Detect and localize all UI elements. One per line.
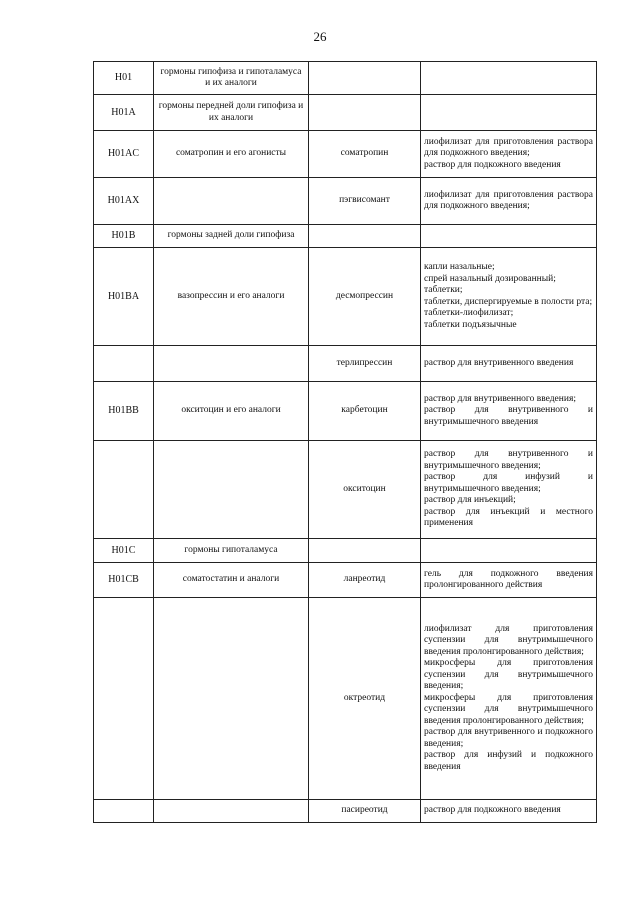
dosage-form-item: раствор для подкожного введения [424, 805, 561, 816]
dosage-forms-cell [421, 800, 597, 823]
dosage-form-item: капли назальные; [424, 262, 495, 272]
dosage-form-item: лиофилизат для приготовления раствора для подкожного введения; [424, 189, 593, 211]
table-row [94, 563, 597, 598]
dosage-forms-cell [421, 346, 597, 382]
dosage-forms-cell [421, 95, 597, 131]
dosage-form-item: микросферы для приготовления суспензии для внутримышечного введения; [424, 658, 593, 692]
table-row [94, 382, 597, 441]
code-cell [94, 441, 154, 539]
inn-cell [309, 95, 421, 131]
dosage-form-item: лиофилизат для приготовления суспензии для внутримышечного введения пролонгированного действия; [424, 623, 593, 657]
table-row [94, 800, 597, 823]
code-cell: H01 [94, 62, 154, 95]
dosage-forms-cell [421, 248, 597, 346]
inn-cell: пэгвисомант [309, 178, 421, 225]
dosage-form-item: раствор для подкожного введения [424, 159, 561, 170]
inn-cell [309, 539, 421, 563]
inn-cell [309, 225, 421, 248]
dosage-form-item: раствор для инфузий и внутримышечного введения; [424, 472, 593, 494]
dosage-form-item: гель для подкожного введения пролонгированного действия [424, 568, 593, 590]
dosage-form-item: лиофилизат для приготовления раствора для подкожного введения; [424, 136, 593, 159]
table-row [94, 225, 597, 248]
inn-cell: терлипрессин [309, 346, 421, 382]
dosage-form-item: таблетки, диспергируемые в полости рта; [424, 296, 593, 307]
drug-table [93, 61, 597, 823]
dosage-forms-cell [421, 178, 597, 225]
table-row [94, 346, 597, 382]
group-cell: вазопрессин и его аналоги [154, 248, 309, 346]
dosage-forms-cell [421, 131, 597, 178]
inn-cell: ланреотид [309, 563, 421, 598]
group-cell: окситоцин и его аналоги [154, 382, 309, 441]
code-cell: H01C [94, 539, 154, 563]
inn-cell: десмопрессин [309, 248, 421, 346]
table-row [94, 62, 597, 95]
code-cell: H01BB [94, 382, 154, 441]
dosage-form-item: таблетки подъязычные [424, 319, 517, 330]
dosage-forms-cell [421, 225, 597, 248]
table-row [94, 95, 597, 131]
group-cell: соматостатин и аналоги [154, 563, 309, 598]
dosage-form-item: микросферы для приготовления суспензии для внутримышечного введения пролонгированного действия; [424, 692, 593, 726]
table-body [94, 62, 597, 823]
dosage-form-item: раствор для внутривенного введения; [424, 393, 576, 404]
code-cell [94, 346, 154, 382]
group-cell [154, 346, 309, 382]
code-cell: H01AX [94, 178, 154, 225]
dosage-forms-cell [421, 539, 597, 563]
dosage-forms-cell [421, 563, 597, 598]
inn-cell: соматропин [309, 131, 421, 178]
code-cell [94, 800, 154, 823]
dosage-form-item: раствор для инъекций и местного применения [424, 506, 593, 529]
table-row [94, 441, 597, 539]
code-cell: H01A [94, 95, 154, 131]
code-cell: H01B [94, 225, 154, 248]
dosage-forms-cell [421, 382, 597, 441]
group-cell [154, 800, 309, 823]
dosage-form-item: таблетки; [424, 285, 463, 295]
dosage-form-item: раствор для инфузий и подкожного введения [424, 750, 593, 772]
group-cell: гормоны задней доли гипофиза [154, 225, 309, 248]
dosage-forms-cell [421, 441, 597, 539]
group-cell [154, 178, 309, 225]
dosage-form-item: раствор для инъекций; [424, 495, 516, 506]
page-number: 26 [313, 29, 327, 44]
dosage-forms-cell [421, 598, 597, 800]
dosage-form-item: раствор для внутривенного введения [424, 357, 574, 368]
group-cell [154, 598, 309, 800]
dosage-form-item: раствор для внутривенного и внутримышечного введения; [424, 449, 593, 471]
group-cell: гормоны гипоталамуса [154, 539, 309, 563]
table-row [94, 178, 597, 225]
code-cell: H01AC [94, 131, 154, 178]
dosage-form-item: раствор для внутривенного и подкожного введения; [424, 727, 593, 749]
inn-cell: пасиреотид [309, 800, 421, 823]
table-row [94, 598, 597, 800]
group-cell [154, 441, 309, 539]
inn-cell [309, 62, 421, 95]
group-cell: соматропин и его агонисты [154, 131, 309, 178]
dosage-form-item: спрей назальный дозированный; [424, 273, 556, 284]
code-cell: H01BA [94, 248, 154, 346]
code-cell: H01CB [94, 563, 154, 598]
table-row [94, 248, 597, 346]
inn-cell: окситоцин [309, 441, 421, 539]
code-cell [94, 598, 154, 800]
dosage-form-item: таблетки-лиофилизат; [424, 308, 514, 318]
group-cell: гормоны гипофиза и гипоталамуса и их аналоги [154, 62, 309, 95]
inn-cell: карбетоцин [309, 382, 421, 441]
dosage-form-item: раствор для внутривенного и внутримышечного введения [424, 405, 593, 427]
table-row [94, 539, 597, 563]
group-cell: гормоны передней доли гипофиза и их аналоги [154, 95, 309, 131]
dosage-forms-cell [421, 62, 597, 95]
table-row [94, 131, 597, 178]
inn-cell: октреотид [309, 598, 421, 800]
